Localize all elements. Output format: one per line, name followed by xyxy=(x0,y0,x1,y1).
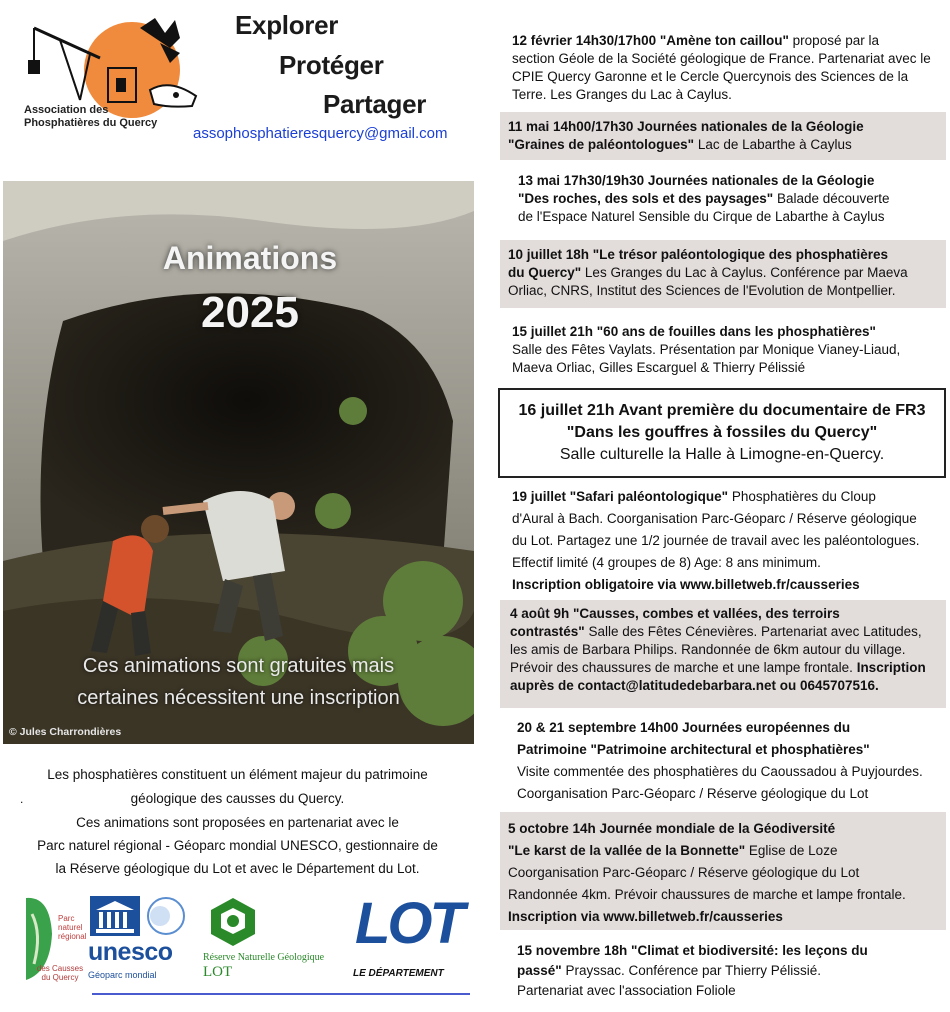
event-detail: section Géole de la Société géologique de France. Partenariat avec le xyxy=(512,51,931,66)
description-line3: Ces animations sont proposées en partenariat avec le xyxy=(76,815,399,830)
event-registration[interactable]: Inscription via www.billetweb.fr/causseries xyxy=(508,909,783,924)
motto-explorer: Explorer xyxy=(235,10,339,40)
description-line2: géologique des causses du Quercy. xyxy=(130,791,345,806)
unesco-logo xyxy=(88,894,188,986)
event-detail: Balade découverte xyxy=(773,191,890,206)
event-detail: Maeva Orliac, Gilles Escarguel & Thierry Pélissié xyxy=(512,360,806,375)
event-detail: les amis de Barbara Philips. Randonnée de 6km autour du village. xyxy=(510,642,906,657)
event-title: 20 & 21 septembre 14h00 Journées européennes du xyxy=(517,720,851,735)
parc-text-line1: Parc xyxy=(58,914,75,923)
parc-text-line2: naturel xyxy=(58,923,83,932)
motto-proteger: Protéger xyxy=(279,50,384,80)
event-title: Patrimoine "Patrimoine architectural et phosphatières" xyxy=(517,742,870,757)
unesco-temple-icon xyxy=(88,894,188,938)
photo-caption-line2: certaines nécessitent une inscription xyxy=(77,687,400,709)
event-title: 12 février 14h30/17h00 "Amène ton caillou" xyxy=(512,33,789,48)
event-detail: Salle des Fêtes Vaylats. Présentation par Monique Vianey-Liaud, xyxy=(512,342,901,357)
event-detail: Orliac, CNRS, Institut des Sciences de l'Evolution de Montpellier. xyxy=(508,283,896,298)
event-title: 15 juillet 21h "60 ans de fouilles dans les phosphatières" xyxy=(512,324,876,339)
bottom-divider xyxy=(92,993,470,995)
event-15-juillet xyxy=(512,323,900,377)
reserve-text-line1: Réserve Naturelle Géologique xyxy=(203,952,325,963)
association-name xyxy=(24,104,157,130)
parc-naturel-logo xyxy=(22,894,87,986)
event-detail: du Lot. Partagez une 1/2 journée de travail avec les paléontologues. xyxy=(512,533,920,548)
contact-email-link[interactable]: assophosphatieresquercy@gmail.com xyxy=(193,125,448,142)
lot-departement-logo xyxy=(353,891,463,988)
event-detail: Partenariat avec l'association Foliole xyxy=(517,983,736,998)
event-detail: Les Granges du Lac à Caylus. Conférence par Maeva xyxy=(581,265,908,280)
event-10-juillet xyxy=(500,240,946,308)
parc-text-line5: du Quercy xyxy=(41,973,79,982)
event-registration: Inscription xyxy=(856,660,926,675)
event-detail: proposé par la xyxy=(788,33,879,48)
event-title: 10 juillet 18h "Le trésor paléontologique des phosphatières xyxy=(508,247,888,262)
event-title: 13 mai 17h30/19h30 Journées nationales de la Géologie xyxy=(518,173,875,188)
event-title: 5 octobre 14h Journée mondiale de la Géodiversité xyxy=(508,821,836,836)
reserve-ammonite-icon xyxy=(203,894,263,950)
event-title: passé" xyxy=(517,963,562,978)
event-15-novembre xyxy=(517,941,868,1001)
event-detail: Effectif limité (4 groupes de 8) Age: 8 ans minimum. xyxy=(512,555,821,570)
event-16-juillet-featured xyxy=(498,388,946,478)
event-4-aout xyxy=(500,600,946,708)
event-19-juillet xyxy=(512,486,920,596)
event-detail: Prayssac. Conférence par Thierry Pélissié. xyxy=(561,963,822,978)
description-line4: Parc naturel régional - Géoparc mondial UNESCO, gestionnaire de xyxy=(37,838,438,853)
association-name-line1: Association des xyxy=(24,104,109,116)
event-title: 15 novembre 18h "Climat et biodiversité: les leçons du xyxy=(517,943,868,958)
event-title: contrastés" xyxy=(510,624,585,639)
parc-text-bottom xyxy=(30,964,90,982)
stray-dot: . xyxy=(20,792,24,806)
event-detail: Visite commentée des phosphatières du Caoussadou à Puyjourdes. xyxy=(517,764,923,779)
event-13-mai xyxy=(518,172,890,226)
event-detail: Eglise de Loze xyxy=(745,843,838,858)
unesco-name: unesco xyxy=(88,938,173,966)
event-detail: Coorganisation Parc-Géoparc / Réserve géologique du Lot xyxy=(508,865,860,880)
event-20-21-septembre xyxy=(517,717,923,805)
event-detail: Terre. Les Granges du Lac à Caylus. xyxy=(512,87,732,102)
lot-sub: LE DÉPARTEMENT xyxy=(353,968,444,979)
event-registration-contact[interactable]: auprès de contact@latitudedebarbara.net ou 0645707516. xyxy=(510,678,879,693)
parc-text-line3: régional xyxy=(58,932,87,941)
description-line1: Les phosphatières constituent un élément majeur du patrimoine xyxy=(47,767,428,782)
unesco-sub: Géoparc mondial xyxy=(88,970,157,980)
event-detail: Lac de Labarthe à Caylus xyxy=(694,137,852,152)
photo-credit: © Jules Charrondières xyxy=(9,726,122,738)
lot-name: LOT xyxy=(355,891,462,956)
event-title: "Le karst de la vallée de la Bonnette" xyxy=(508,843,746,858)
event-12-fevrier xyxy=(512,32,931,104)
parc-text-line4: des Causses xyxy=(36,964,84,973)
reserve-geologique-logo xyxy=(203,894,353,986)
event-detail: Phosphatières du Cloup xyxy=(728,489,876,504)
event-detail: de l'Espace Naturel Sensible du Cirque de Labarthe à Caylus xyxy=(518,209,885,224)
event-11-mai xyxy=(500,112,946,160)
animations-year: 2025 xyxy=(201,288,299,337)
event-title: "Des roches, des sols et des paysages" xyxy=(518,191,774,206)
reserve-text-line2: LOT xyxy=(203,964,233,980)
event-title: 16 juillet 21h Avant première du documentaire de FR3 xyxy=(518,402,926,419)
event-detail: Salle culturelle la Halle à Limogne-en-Quercy. xyxy=(559,446,885,463)
parc-text xyxy=(58,914,86,941)
event-title: 19 juillet "Safari paléontologique" xyxy=(512,489,729,504)
photo-caption-line1: Ces animations sont gratuites mais xyxy=(82,655,395,677)
event-title: du Quercy" xyxy=(508,265,582,280)
description-line5: la Réserve géologique du Lot et avec le Département du Lot. xyxy=(55,861,420,876)
event-detail: Coorganisation Parc-Géoparc / Réserve géologique du Lot xyxy=(517,786,869,801)
motto-partager: Partager xyxy=(323,89,427,119)
event-detail: d'Aural à Bach. Coorganisation Parc-Géoparc / Réserve géologique xyxy=(512,511,917,526)
event-detail: CPIE Quercy Garonne et le Cercle Quercynois des Sciences de la xyxy=(512,69,909,84)
event-detail: Salle des Fêtes Cénevières. Partenariat avec Latitudes, xyxy=(584,624,922,639)
event-registration[interactable]: Inscription obligatoire via www.billetweb.fr/causseries xyxy=(512,577,860,592)
event-detail: Randonnée 4km. Prévoir chaussures de marche et lampe frontale. xyxy=(508,887,906,902)
event-title: "Graines de paléontologues" xyxy=(508,137,695,152)
animations-title: Animations xyxy=(162,240,338,276)
event-5-octobre xyxy=(500,812,946,930)
event-title: "Dans les gouffres à fossiles du Quercy" xyxy=(566,424,878,441)
event-title: 4 août 9h "Causses, combes et vallées, des terroirs xyxy=(510,606,840,621)
association-name-line2: Phosphatières du Quercy xyxy=(24,117,158,129)
event-title: 11 mai 14h00/17h30 Journées nationales de la Géologie xyxy=(508,119,864,134)
event-detail: Prévoir des chaussures de marche et une lampe frontale. xyxy=(510,660,857,675)
